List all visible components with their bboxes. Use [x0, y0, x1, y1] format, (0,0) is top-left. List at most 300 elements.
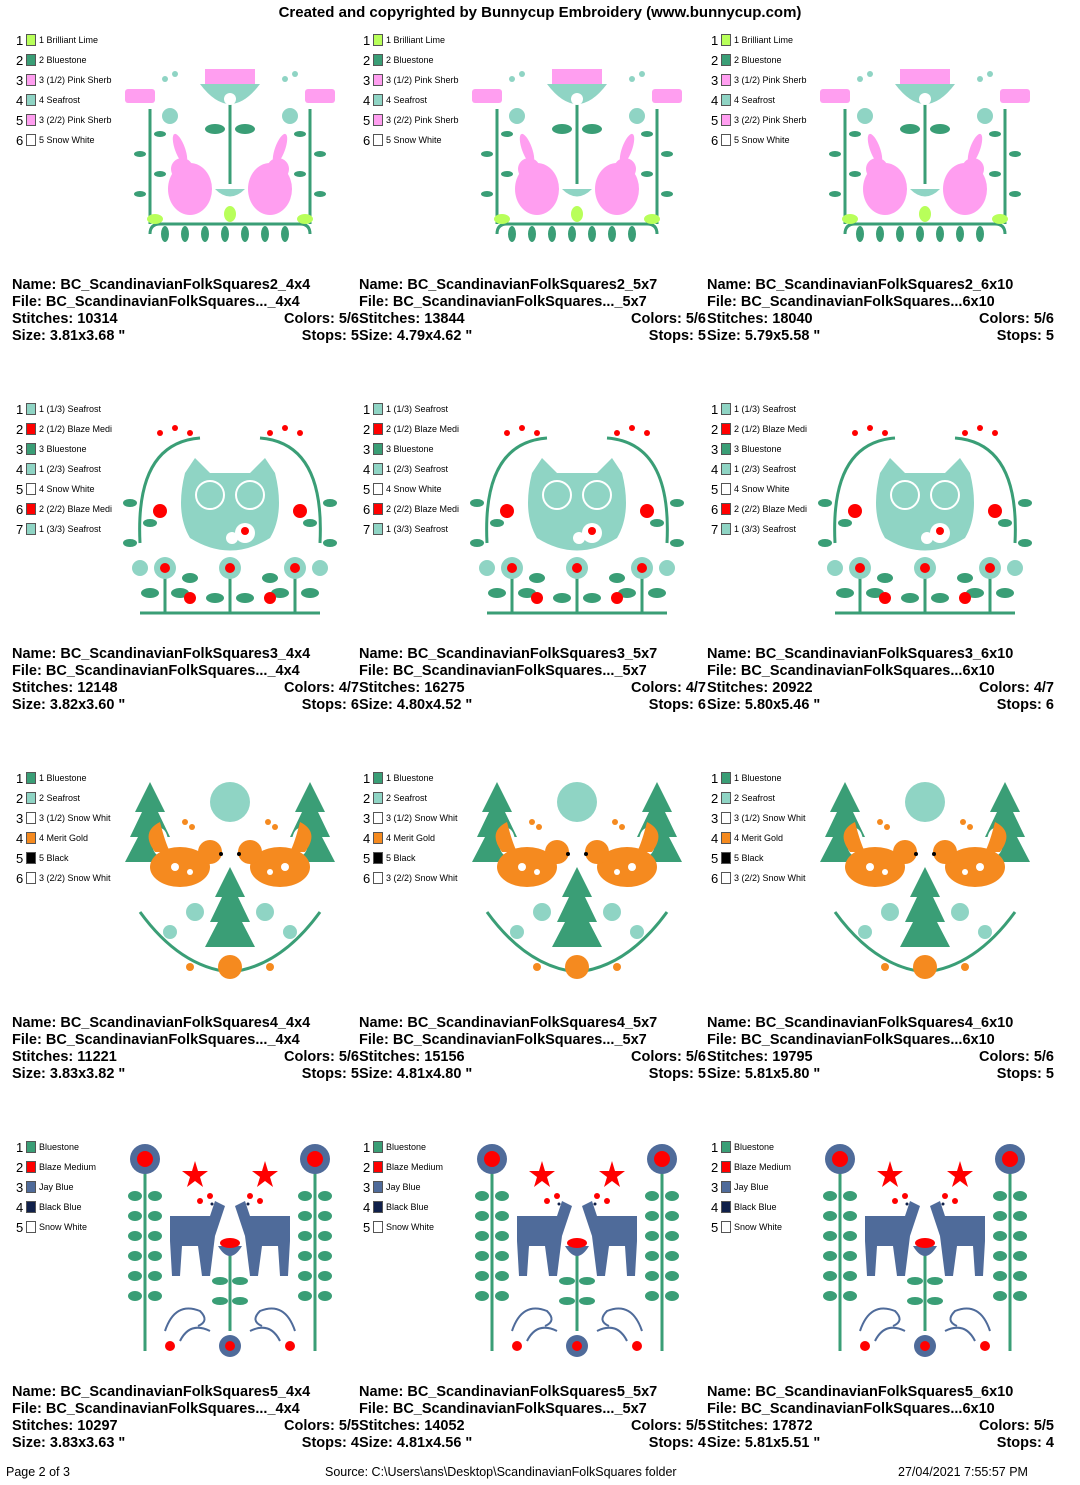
color-legend — [16, 1137, 117, 1237]
fox-design-image — [120, 772, 340, 994]
legend-item — [363, 768, 464, 788]
legend-number: 2 — [16, 421, 24, 437]
legend-number: 5 — [16, 481, 24, 497]
legend-label: 2 (2/2) Blaze Medi — [386, 504, 460, 514]
stitches-line — [12, 1049, 359, 1066]
deer-design-image — [120, 1141, 340, 1363]
color-swatch — [721, 1141, 731, 1153]
stitches-line — [707, 1418, 1054, 1435]
size-label: Size: — [12, 1066, 50, 1082]
design-name: BC_ScandinavianFolkSquares3_4x4 — [60, 646, 311, 662]
legend-label: 4 Seafrost — [386, 95, 428, 105]
legend-item — [16, 808, 117, 828]
legend-number: 2 — [363, 1159, 371, 1175]
legend-label: Black Blue — [734, 1202, 777, 1212]
legend-item — [711, 50, 812, 70]
legend-number: 3 — [16, 72, 24, 88]
legend-label: 3 (1/2) Snow Whit — [734, 813, 806, 823]
bunny-design-image — [120, 34, 340, 256]
name-label: Name: — [359, 646, 408, 662]
design-card — [707, 738, 1054, 1107]
design-name: BC_ScandinavianFolkSquares2_5x7 — [407, 277, 658, 293]
legend-label: 3 Bluestone — [39, 444, 87, 454]
design-info — [707, 1015, 1054, 1083]
color-swatch — [721, 134, 731, 146]
stitches-label: Stitches: — [707, 1049, 773, 1065]
color-swatch — [373, 812, 383, 824]
color-legend — [16, 30, 117, 150]
color-swatch — [373, 483, 383, 495]
legend-item — [363, 90, 464, 110]
stitches-label: Stitches: — [12, 680, 78, 696]
legend-item — [363, 110, 464, 130]
legend-number: 1 — [711, 32, 719, 48]
stops-label: Stops: — [301, 1066, 351, 1082]
file-name: BC_ScandinavianFolkSquares..._5x7 — [392, 294, 647, 310]
color-legend — [363, 768, 464, 888]
color-swatch — [26, 423, 36, 435]
design-name: BC_ScandinavianFolkSquares3_6x10 — [755, 646, 1014, 662]
legend-label: 1 Bluestone — [39, 773, 87, 783]
color-swatch — [721, 832, 731, 844]
design-info — [12, 646, 359, 714]
color-swatch — [721, 443, 731, 455]
size-label: Size: — [707, 1435, 745, 1451]
legend-item — [363, 1137, 464, 1157]
name-label: Name: — [12, 1015, 61, 1031]
legend-item — [363, 1157, 464, 1177]
legend-label: 3 (1/2) Pink Sherb — [39, 75, 112, 85]
design-preview — [120, 772, 340, 999]
name-label: Name: — [359, 277, 408, 293]
design-card — [359, 738, 706, 1107]
legend-number: 4 — [363, 1199, 371, 1215]
design-size: 5.80x5.46 " — [744, 697, 821, 713]
legend-number: 5 — [363, 850, 371, 866]
legend-item — [363, 868, 464, 888]
design-card — [707, 0, 1054, 369]
legend-item — [16, 1197, 117, 1217]
color-count: 5/6 — [338, 1049, 359, 1065]
legend-label: 2 Seafrost — [734, 793, 776, 803]
stitches-label: Stitches: — [12, 311, 78, 327]
color-swatch — [26, 483, 36, 495]
color-swatch — [26, 812, 36, 824]
legend-label: 3 (1/2) Snow Whit — [386, 813, 458, 823]
file-label: File: — [359, 663, 393, 679]
legend-number: 3 — [711, 441, 719, 457]
name-label: Name: — [359, 1384, 408, 1400]
design-card — [12, 369, 359, 738]
colors-label: Colors: — [284, 680, 339, 696]
legend-label: 3 Bluestone — [386, 444, 434, 454]
legend-number: 5 — [16, 850, 24, 866]
design-size: 5.81x5.80 " — [744, 1066, 821, 1082]
design-card — [12, 738, 359, 1107]
stitch-count: 18040 — [772, 311, 813, 327]
color-swatch — [721, 523, 731, 535]
legend-label: Snow White — [386, 1222, 435, 1232]
legend-number: 3 — [16, 441, 24, 457]
color-swatch — [373, 54, 383, 66]
color-swatch — [721, 812, 731, 824]
fox-design-image — [815, 772, 1035, 994]
legend-number: 1 — [16, 401, 24, 417]
page-header: Created and copyrighted by Bunnycup Embroidery (www.bunnycup.com) — [278, 4, 802, 21]
color-legend — [363, 30, 464, 150]
legend-item — [363, 1177, 464, 1197]
legend-label: 4 Snow White — [386, 484, 442, 494]
legend-number: 7 — [16, 521, 24, 537]
stitches-line — [359, 311, 706, 328]
color-swatch — [373, 1181, 383, 1193]
legend-label: Blaze Medium — [734, 1162, 792, 1172]
legend-number: 5 — [711, 850, 719, 866]
legend-item — [711, 479, 812, 499]
legend-label: 4 Merit Gold — [39, 833, 89, 843]
file-label: File: — [359, 1401, 393, 1417]
legend-item — [16, 848, 117, 868]
design-size: 3.83x3.82 " — [49, 1066, 126, 1082]
stitch-count: 14052 — [424, 1418, 465, 1434]
colors-label: Colors: — [631, 680, 686, 696]
legend-item — [711, 499, 812, 519]
color-legend — [363, 399, 464, 539]
name-line — [707, 277, 1054, 294]
bunny-design-image — [815, 34, 1035, 256]
legend-number: 6 — [363, 132, 371, 148]
color-count: 4/7 — [1033, 680, 1054, 696]
design-name: BC_ScandinavianFolkSquares4_4x4 — [60, 1015, 311, 1031]
size-line — [359, 697, 706, 714]
color-swatch — [721, 872, 731, 884]
legend-number: 4 — [711, 830, 719, 846]
color-count: 5/5 — [338, 1418, 359, 1434]
file-line — [359, 294, 706, 311]
legend-number: 4 — [363, 92, 371, 108]
stitches-label: Stitches: — [359, 1049, 425, 1065]
size-line — [707, 697, 1054, 714]
legend-item — [711, 868, 812, 888]
legend-item — [363, 788, 464, 808]
size-line — [12, 1435, 359, 1452]
legend-number: 1 — [711, 401, 719, 417]
stitch-count: 20922 — [772, 680, 813, 696]
legend-number: 6 — [711, 870, 719, 886]
name-line — [359, 1015, 706, 1032]
legend-item — [16, 1177, 117, 1197]
legend-label: 1 (2/3) Seafrost — [39, 464, 102, 474]
color-swatch — [721, 74, 731, 86]
legend-number: 2 — [363, 790, 371, 806]
stops-label: Stops: — [996, 697, 1046, 713]
file-name: BC_ScandinavianFolkSquares...6x10 — [740, 1401, 995, 1417]
legend-item — [711, 130, 812, 150]
legend-label: 5 Snow White — [734, 135, 790, 145]
color-swatch — [721, 403, 731, 415]
color-swatch — [373, 74, 383, 86]
legend-number: 2 — [711, 1159, 719, 1175]
legend-number: 6 — [16, 870, 24, 886]
legend-label: 3 (2/2) Snow Whit — [386, 873, 458, 883]
legend-item — [16, 439, 117, 459]
stops-label: Stops: — [996, 1066, 1046, 1082]
design-info — [12, 1384, 359, 1452]
name-label: Name: — [12, 646, 61, 662]
legend-number: 4 — [363, 830, 371, 846]
design-preview — [815, 34, 1035, 261]
legend-item — [363, 828, 464, 848]
design-name: BC_ScandinavianFolkSquares5_4x4 — [60, 1384, 311, 1400]
legend-number: 5 — [16, 112, 24, 128]
design-size: 4.79x4.62 " — [396, 328, 473, 344]
file-line — [707, 1401, 1054, 1418]
legend-label: 2 (2/2) Blaze Medi — [39, 504, 113, 514]
legend-label: 2 Bluestone — [734, 55, 782, 65]
color-swatch — [26, 1141, 36, 1153]
color-swatch — [373, 34, 383, 46]
name-label: Name: — [12, 277, 61, 293]
size-label: Size: — [12, 1435, 50, 1451]
design-preview — [120, 403, 340, 630]
color-count: 5/6 — [1033, 1049, 1054, 1065]
design-preview — [120, 34, 340, 261]
color-swatch — [373, 134, 383, 146]
size-label: Size: — [359, 1435, 397, 1451]
legend-label: Black Blue — [386, 1202, 429, 1212]
legend-label: Snow White — [734, 1222, 783, 1232]
legend-number: 1 — [363, 32, 371, 48]
color-swatch — [373, 443, 383, 455]
legend-label: Bluestone — [39, 1142, 80, 1152]
legend-number: 2 — [711, 52, 719, 68]
legend-number: 2 — [711, 421, 719, 437]
size-label: Size: — [359, 697, 397, 713]
color-swatch — [26, 443, 36, 455]
legend-number: 1 — [16, 770, 24, 786]
stitches-line — [707, 1049, 1054, 1066]
design-name: BC_ScandinavianFolkSquares2_6x10 — [755, 277, 1014, 293]
design-name: BC_ScandinavianFolkSquares4_5x7 — [407, 1015, 658, 1031]
print-timestamp: 27/04/2021 7:55:57 PM — [898, 1465, 1028, 1479]
design-card — [707, 1107, 1054, 1476]
color-swatch — [721, 772, 731, 784]
legend-item — [363, 1197, 464, 1217]
design-name: BC_ScandinavianFolkSquares3_5x7 — [407, 646, 658, 662]
legend-number: 2 — [16, 52, 24, 68]
color-count: 5/6 — [338, 311, 359, 327]
color-swatch — [721, 503, 731, 515]
design-card — [359, 1107, 706, 1476]
legend-item — [711, 848, 812, 868]
size-line — [12, 697, 359, 714]
stop-count: 4 — [350, 1435, 359, 1451]
color-swatch — [26, 523, 36, 535]
legend-number: 4 — [16, 461, 24, 477]
color-swatch — [26, 403, 36, 415]
color-swatch — [721, 852, 731, 864]
legend-item — [711, 459, 812, 479]
stitches-label: Stitches: — [359, 680, 425, 696]
design-info — [12, 277, 359, 345]
color-swatch — [721, 54, 731, 66]
stop-count: 4 — [697, 1435, 706, 1451]
legend-number: 5 — [363, 481, 371, 497]
file-label: File: — [359, 1032, 393, 1048]
fox-design-image — [467, 772, 687, 994]
legend-number: 1 — [711, 770, 719, 786]
legend-label: 3 (1/2) Snow Whit — [39, 813, 111, 823]
size-label: Size: — [359, 1066, 397, 1082]
color-swatch — [721, 463, 731, 475]
legend-label: 1 Bluestone — [734, 773, 782, 783]
size-label: Size: — [359, 328, 397, 344]
source-path: Source: C:\Users\ans\Desktop\ScandinavianFolkSquares folder — [325, 1465, 677, 1479]
legend-item — [711, 768, 812, 788]
color-swatch — [26, 792, 36, 804]
design-info — [707, 1384, 1054, 1452]
color-swatch — [26, 114, 36, 126]
color-swatch — [26, 54, 36, 66]
size-line — [707, 328, 1054, 345]
stop-count: 5 — [350, 328, 359, 344]
color-count: 5/5 — [685, 1418, 706, 1434]
size-label: Size: — [707, 1066, 745, 1082]
legend-item — [16, 419, 117, 439]
deer-design-image — [815, 1141, 1035, 1363]
color-swatch — [373, 523, 383, 535]
color-swatch — [721, 792, 731, 804]
stitches-label: Stitches: — [359, 1418, 425, 1434]
legend-number: 5 — [711, 112, 719, 128]
legend-number: 3 — [363, 1179, 371, 1195]
legend-item — [711, 519, 812, 539]
legend-number: 5 — [711, 1219, 719, 1235]
color-swatch — [26, 503, 36, 515]
file-line — [707, 1032, 1054, 1049]
colors-label: Colors: — [631, 1049, 686, 1065]
stitches-label: Stitches: — [707, 311, 773, 327]
legend-item — [16, 110, 117, 130]
legend-item — [363, 399, 464, 419]
legend-label: 1 (2/3) Seafrost — [386, 464, 449, 474]
file-name: BC_ScandinavianFolkSquares..._5x7 — [392, 663, 647, 679]
legend-item — [711, 1157, 812, 1177]
legend-label: 2 Seafrost — [39, 793, 81, 803]
stop-count: 6 — [350, 697, 359, 713]
size-line — [359, 328, 706, 345]
color-swatch — [721, 34, 731, 46]
color-swatch — [373, 503, 383, 515]
color-swatch — [373, 463, 383, 475]
color-swatch — [26, 772, 36, 784]
legend-label: 5 Snow White — [386, 135, 442, 145]
stitches-line — [359, 1418, 706, 1435]
name-label: Name: — [707, 1384, 756, 1400]
legend-item — [363, 1217, 464, 1237]
color-swatch — [26, 1181, 36, 1193]
stitches-line — [707, 311, 1054, 328]
legend-item — [16, 868, 117, 888]
file-line — [707, 663, 1054, 680]
name-line — [12, 646, 359, 663]
colors-label: Colors: — [284, 1049, 339, 1065]
legend-label: 4 Merit Gold — [734, 833, 784, 843]
legend-label: Jay Blue — [734, 1182, 769, 1192]
file-label: File: — [707, 663, 741, 679]
legend-number: 6 — [711, 132, 719, 148]
legend-label: 1 (1/3) Seafrost — [734, 404, 797, 414]
legend-item — [363, 30, 464, 50]
size-line — [359, 1435, 706, 1452]
stitch-count: 12148 — [77, 680, 118, 696]
legend-item — [711, 110, 812, 130]
color-swatch — [26, 852, 36, 864]
legend-number: 4 — [363, 461, 371, 477]
legend-number: 2 — [363, 421, 371, 437]
design-info — [359, 277, 706, 345]
owl-design-image — [467, 403, 687, 625]
color-legend — [16, 768, 117, 888]
name-label: Name: — [707, 1015, 756, 1031]
owl-design-image — [120, 403, 340, 625]
color-swatch — [26, 1221, 36, 1233]
design-info — [359, 1015, 706, 1083]
stitches-line — [707, 680, 1054, 697]
design-name: BC_ScandinavianFolkSquares4_6x10 — [755, 1015, 1014, 1031]
legend-item — [16, 828, 117, 848]
legend-number: 3 — [711, 810, 719, 826]
color-swatch — [721, 423, 731, 435]
stitch-count: 10314 — [77, 311, 118, 327]
legend-number: 1 — [16, 32, 24, 48]
file-name: BC_ScandinavianFolkSquares..._4x4 — [45, 663, 300, 679]
legend-number: 6 — [16, 501, 24, 517]
color-swatch — [373, 1201, 383, 1213]
legend-number: 4 — [16, 92, 24, 108]
legend-item — [363, 848, 464, 868]
legend-label: 3 (2/2) Snow Whit — [39, 873, 111, 883]
legend-label: 3 (1/2) Pink Sherb — [734, 75, 807, 85]
stop-count: 6 — [697, 697, 706, 713]
file-name: BC_ScandinavianFolkSquares..._4x4 — [45, 1401, 300, 1417]
size-label: Size: — [707, 328, 745, 344]
legend-label: 3 (2/2) Pink Sherb — [734, 115, 807, 125]
color-swatch — [721, 483, 731, 495]
color-legend — [363, 1137, 464, 1237]
legend-label: 1 Brilliant Lime — [734, 35, 794, 45]
design-card — [707, 369, 1054, 738]
legend-number: 6 — [16, 132, 24, 148]
legend-number: 6 — [363, 870, 371, 886]
stitches-line — [359, 1049, 706, 1066]
name-line — [12, 1384, 359, 1401]
legend-number: 3 — [711, 1179, 719, 1195]
stitches-label: Stitches: — [12, 1049, 78, 1065]
legend-item — [363, 419, 464, 439]
stop-count: 5 — [350, 1066, 359, 1082]
legend-item — [711, 808, 812, 828]
color-swatch — [721, 114, 731, 126]
legend-label: 3 (1/2) Pink Sherb — [386, 75, 459, 85]
legend-number: 4 — [711, 461, 719, 477]
stitches-line — [12, 1418, 359, 1435]
legend-item — [363, 808, 464, 828]
colors-label: Colors: — [631, 1418, 686, 1434]
legend-number: 7 — [711, 521, 719, 537]
file-line — [12, 1401, 359, 1418]
design-card — [12, 1107, 359, 1476]
